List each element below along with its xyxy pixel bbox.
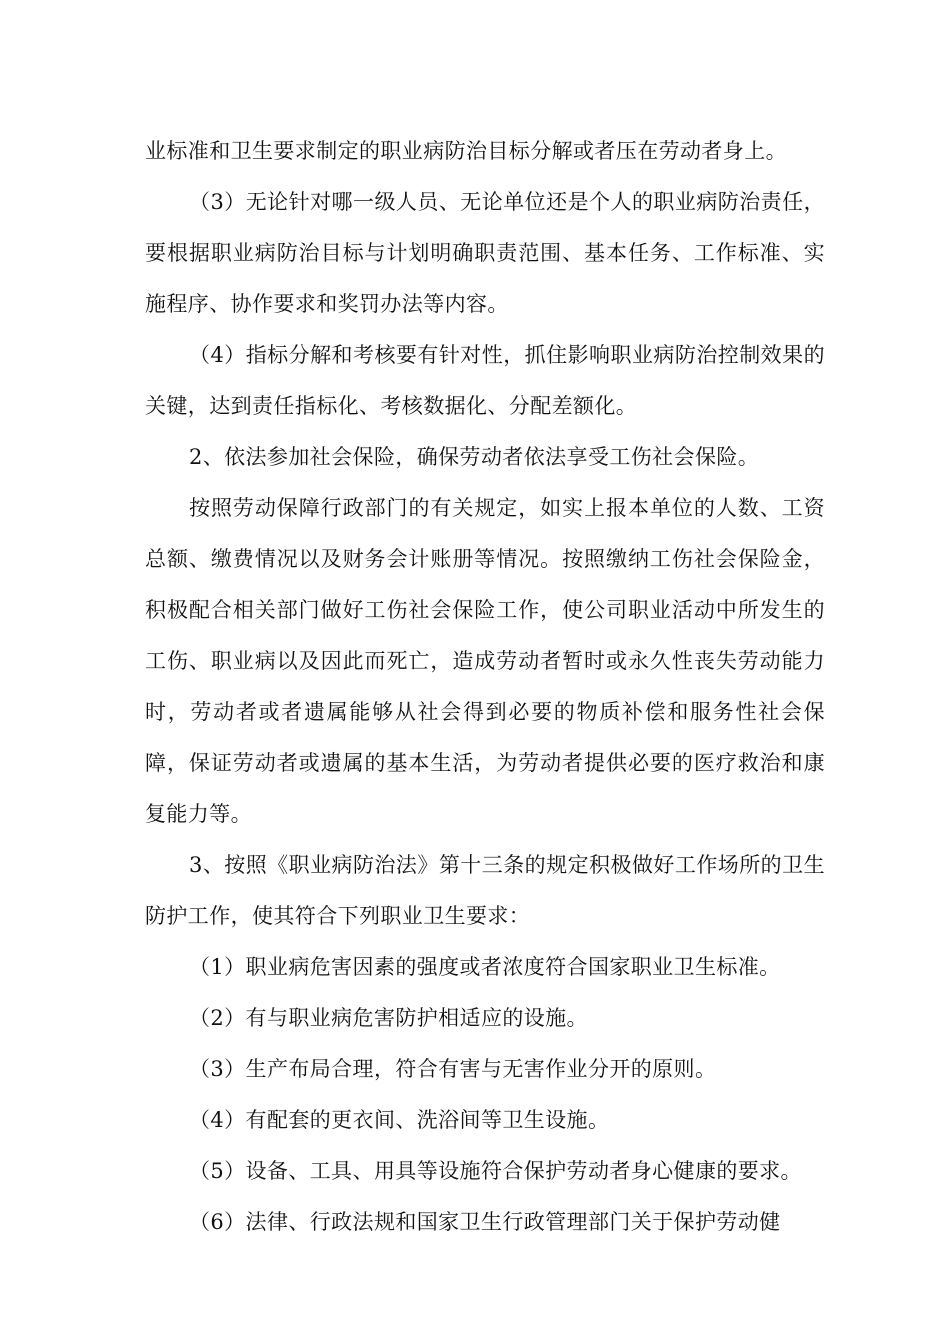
paragraph-requirement-6: （6）法律、行政法规和国家卫生行政管理部门关于保护劳动健	[189, 1210, 781, 1234]
paragraph-continuation: 业标准和卫生要求制定的职业病防治目标分解或者压在劳动者身上。	[145, 139, 787, 163]
paragraph-requirement-3: （3）生产布局合理，符合有害与无害作业分开的原则。	[189, 1057, 717, 1081]
paragraph-requirement-5: （5）设备、工具、用具等设施符合保护劳动者身心健康的要求。	[189, 1159, 802, 1183]
paragraph-requirement-1: （1）职业病危害因素的强度或者浓度符合国家职业卫生标准。	[189, 955, 781, 979]
paragraph-section-2-heading: 2、依法参加社会保险，确保劳动者依法享受工伤社会保险。	[189, 445, 760, 469]
document-body	[145, 126, 825, 1248]
paragraph-item-3-responsibility: （3）无论针对哪一级人员、无论单位还是个人的职业病防治责任，要根据职业病防治目标与计划明确职责范围、基本任务、工作标准、实施程序、协作要求和奖罚办法等内容。	[145, 190, 825, 316]
paragraph-social-insurance: 按照劳动保障行政部门的有关规定，如实上报本单位的人数、工资总额、缴费情况以及财务会计账册等情况。按照缴纳工伤社会保险金，积极配合相关部门做好工伤社会保险工作，使公司职业活动中所发生的工伤、职业病以及因此而死亡，造成劳动者暂时或永久性丧失劳动能力时，劳动者或者遗属能够从社会得到必要的物质补偿和服务性社会保障，保证劳动者或遗属的基本生活，为劳动者提供必要的医疗救治和康复能力等。	[145, 496, 825, 826]
paragraph-section-3-heading: 3、按照《职业病防治法》第十三条的规定积极做好工作场所的卫生防护工作，使其符合下列职业卫生要求：	[145, 853, 825, 928]
paragraph-requirement-4: （4）有配套的更衣间、洗浴间等卫生设施。	[189, 1108, 610, 1132]
paragraph-item-4-indicator: （4）指标分解和考核要有针对性，抓住影响职业病防治控制效果的关键，达到责任指标化、考核数据化、分配差额化。	[145, 343, 825, 418]
paragraph-requirement-2: （2）有与职业病危害防护相适应的设施。	[189, 1006, 588, 1030]
